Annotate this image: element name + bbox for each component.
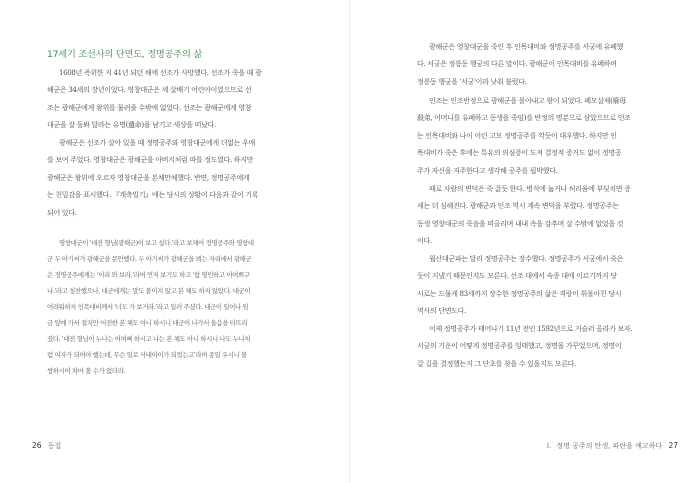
quote-line: 셨다. '대전 형님이 누나는 어여삐 하시고 나는 본 체도 아니 하시니 나도 누나처 — [47, 334, 251, 343]
right-paragraph-4 — [417, 250, 623, 320]
text-line: 다. 서궁은 정릉동 행궁의 다른 말이다. 광해군이 인목대비를 유폐하며 — [417, 59, 617, 69]
left-paragraph-2 — [47, 134, 258, 221]
text-line: 이제 정명공주가 태어나기 11년 전인 1592년으로 거슬러 올라가 보자. — [429, 324, 633, 333]
page-number: 26 — [32, 441, 42, 450]
quote-line: 쌍하시어 차마 볼 수가 없더라. — [47, 366, 126, 375]
text-line: 때로 사람의 변덕은 죽 끓듯 한다. 병석에 눕거나 허리움에 부딪치면 증 — [429, 184, 631, 193]
text-line: 1608년 즉위한 지 41년 되던 해에 선조가 사망했다. 선조가 죽을 때 광 — [59, 68, 262, 77]
running-title: 동집 — [47, 442, 62, 450]
text-line: 동생 영창대군의 죽음을 떠올리며 내내 속을 감추며 살 수밖에 없었을 것 — [417, 218, 624, 228]
text-line: 역사의 단면도다. — [417, 306, 466, 316]
text-line: 주가 자신을 저주한다고 생각해 공주를 핍박했다. — [417, 165, 558, 175]
text-line: 세는 더 심해진다. 광해군과 인조 역시 계속 변덕을 부렸다. 정명공주는 — [417, 201, 619, 211]
text-line: 는 친밀감을 표시했다. 『계축일기』에는 당시의 상황이 다음과 같이 기록 — [47, 190, 259, 200]
quote-line: 어려워하자 인목대비께서 '너도 가 보거라.'라고 일러 주셨다. 대군이 일어나 임 — [47, 302, 249, 311]
text-line: 조는 광해군에게 왕위를 물려줄 수밖에 없었다. 선조는 광해군에게 영창 — [47, 102, 252, 112]
chapter-marker: I. — [546, 442, 552, 450]
right-paragraph-1 — [417, 38, 623, 90]
quote-line: 군 두 아기씨가 광해군을 문안했다. 두 아기씨가 광해군을 뵈는 자리에서 광해군 — [47, 254, 252, 263]
right-paragraph-5 — [417, 320, 632, 372]
text-line: 광해군은 영창대군을 죽인 후 인목대비와 정명공주를 서궁에 유폐했 — [429, 42, 624, 51]
right-paragraph-3 — [417, 180, 631, 250]
quote-line: 은 정명공주에게는 '이리 와 보라.'라며 먼저 보기도 하고 '참 영민하고 어여쁘구 — [47, 270, 250, 279]
text-line: 대군을 잘 돌봐 달라는 유명(遺命)을 남기고 세상을 떠났다. — [47, 120, 216, 130]
section-heading: 17세기 조선사의 단면도, 정명공주의 삶 — [47, 49, 203, 60]
text-line: 목대비가 죽은 후에는 특유의 의심증이 도져 결정적 증거도 없이 정명공 — [417, 148, 622, 158]
right-page — [350, 0, 700, 483]
quote-line: 금 앞에 가서 절지만 어전한 본 체도 아니 하시니 대군이 나가서 울음을 터뜨리 — [47, 318, 248, 327]
right-page-footer — [547, 441, 678, 451]
left-paragraph-1 — [47, 64, 261, 134]
text-line: 갈 길을 결정했는지 그 단초를 찾을 수 있을지도 모른다. — [417, 358, 577, 368]
text-line: 시로는 드물게 83세까지 장수한 정명공주의 삶은 격랑이 휘몰아친 당시 — [417, 288, 622, 298]
text-line: 이다. — [417, 236, 432, 246]
page-number: 27 — [668, 441, 678, 450]
text-line: 서궁의 기운이 어떻게 정명공주를 잉태했고, 정명을 가꾸었으며, 정명이 — [417, 341, 622, 351]
text-line: 월산대군파는 달리 정명공주는 장수했다. 정명공주가 서궁에서 죽은 — [429, 254, 624, 263]
text-line: 정릉동 행궁을 '서궁'이라 낮춰 불렀다. — [417, 76, 527, 86]
text-line: 인조는 인조반정으로 광해군을 몰아내고 왕이 되었다. 폐모살제(廢母 — [429, 96, 626, 105]
text-line: 를 보여 주었다. 영창대군은 광해군을 아버지처럼 따를 정도였다. 하지만 — [47, 155, 254, 165]
running-title: 정명 공주의 탄생, 파란을 예고하다 — [556, 442, 663, 450]
text-line: 광해군은 선조가 살아 있을 때 정명공주와 영창대군에게 더없는 우애 — [59, 138, 255, 147]
text-line: 殺弟, 어머니를 유폐하고 동생을 죽임)를 반정의 명분으로 삼았으므로 인조 — [417, 113, 631, 123]
text-line: 듯이 지냈기 때문인지도 모른다. 선조 대에서 숙종 대에 이르기까지 당 — [417, 271, 617, 281]
diary-quote — [47, 236, 254, 379]
text-line: 광해군은 왕위에 오르자 영창대군을 본체만체했다. 반면, 정명공주에게 — [47, 172, 250, 182]
quote-line: 영창대군이 '대전 형님(광해군)이 보고 싶다.'라고 보채어 정명공주와 영창대 — [59, 239, 254, 247]
quote-line: 럼 여자가 되어야 했는데, 무슨 일로 사내아이가 되었는고'라며 종일 우시니 불 — [47, 350, 247, 359]
quote-line: 나.'라고 칭찬했으나, 대군에게는 말도 붙이지 않고 본 체도 하지 않았다. 대군이 — [47, 286, 251, 295]
right-paragraph-2 — [417, 92, 631, 179]
text-line: 는 인목대비와 나이 어린 고모 정명공주를 깍듯이 대우했다. 하지만 인 — [417, 130, 617, 140]
left-page-footer — [32, 441, 61, 451]
text-line: 되어 있다. — [47, 207, 77, 217]
text-line: 해군은 34세의 장년이었다. 영창대군은 세 살배기 어린아이였으므로 선 — [47, 85, 252, 95]
